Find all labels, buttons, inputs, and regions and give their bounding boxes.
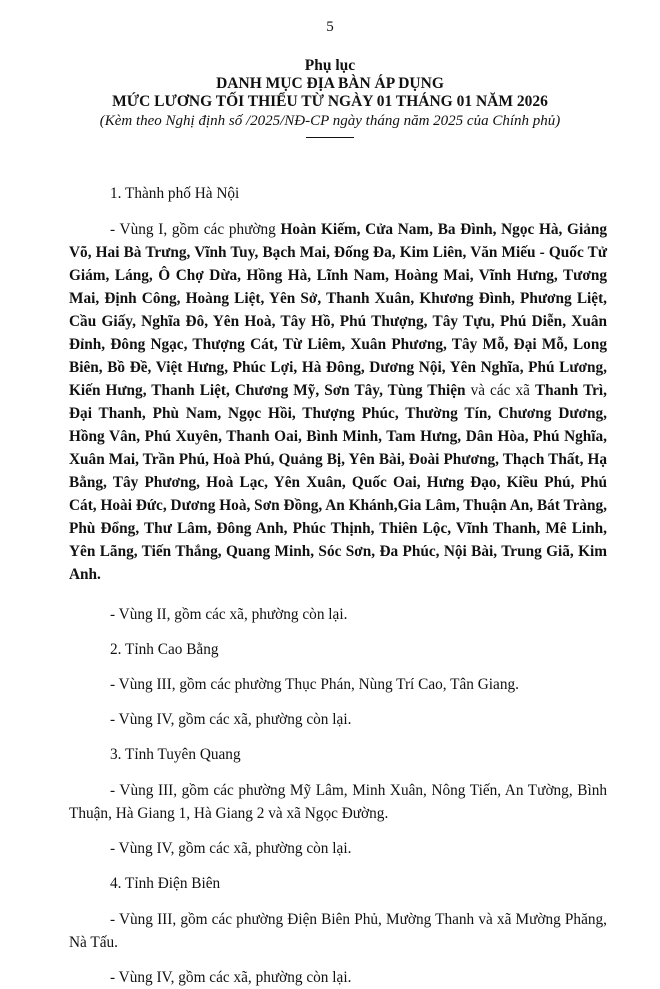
region-3-paragraph-tuyen-quang: - Vùng III, gồm các phường Mỹ Lâm, Minh Xuân, Nông Tiến, An Tường, Bình Thuận, Hà Giang 1, Hà Giang 2 và xã Ngọc Đường. (69, 782, 607, 822)
region-1-connector: và các xã (465, 382, 535, 399)
header-divider (306, 137, 354, 138)
region-1-ward-list: Hoàn Kiếm, Cửa Nam, Ba Đình, Ngọc Hà, Giảng Võ, Hai Bà Trưng, Vĩnh Tuy, Bạch Mai, Đống Đa, Kim Liên, Văn Miếu - Quốc Tử Giám, Láng, Ô Chợ Dừa, Hồng Hà, Lĩnh Nam, Hoàng Mai, Vĩnh Hưng, Tương Mai, Định Công, Hoàng Liệt, Yên Sở, Thanh Xuân, Khương Đình, Phương Liệt, Cầu Giấy, Nghĩa Đô, Yên Hoà, Tây Hồ, Phú Thượng, Tây Tựu, Phú Diễn, Xuân Đỉnh, Đông Ngạc, Thượng Cát, Từ Liêm, Xuân Phương, Tây Mỗ, Đại Mỗ, Long Biên, Bồ Đề, Việt Hưng, Phúc Lợi, Hà Đông, Dương Nội, Yên Nghĩa, Phú Lương, Kiến Hưng, Thanh Liệt, Chương Mỹ, Sơn Tây, Tùng Thiện (69, 221, 607, 399)
section-heading-dien-bien: 4. Tỉnh Điện Biên (110, 875, 221, 892)
region-4-paragraph-cao-bang: - Vùng IV, gồm các xã, phường còn lại. (110, 711, 352, 728)
region-4-paragraph-tuyen-quang: - Vùng IV, gồm các xã, phường còn lại. (110, 840, 352, 857)
region-2-paragraph: - Vùng II, gồm các xã, phường còn lại. (110, 606, 348, 623)
document-body (69, 183, 607, 989)
region-1-commune-list: Thanh Trì, Đại Thanh, Phù Nam, Ngọc Hồi, Thượng Phúc, Thường Tín, Chương Dương, Hồng Vân, Phú Xuyên, Thanh Oai, Bình Minh, Tam Hưng, Dân Hòa, Phú Nghĩa, Xuân Mai, Trần Phú, Hoà Phú, Quảng Bị, Yên Bài, Đoài Phương, Thạch Thất, Hạ Bằng, Tây Phương, Hoà Lạc, Yên Xuân, Quốc Oai, Hưng Đạo, Kiều Phú, Phú Cát, Hoài Đức, Dương Hoà, Sơn Đồng, An Khánh,Gia Lâm, Thuận An, Bát Tràng, Phù Đổng, Thư Lâm, Đông Anh, Phúc Thịnh, Thiên Lộc, Vĩnh Thanh, Mê Linh, Yên Lãng, Tiến Thắng, Quang Minh, Sóc Sơn, Đa Phúc, Nội Bài, Trung Giã, Kim Anh. (69, 382, 607, 583)
region-1-paragraph (69, 218, 607, 586)
appendix-subtitle: MỨC LƯƠNG TỐI THIỂU TỪ NGÀY 01 THÁNG 01 NĂM 2026 (112, 93, 548, 110)
decree-reference-note: (Kèm theo Nghị định số /2025/NĐ-CP ngày tháng năm 2025 của Chính phủ) (99, 113, 561, 129)
region-1-intro: - Vùng I, gồm các phường (110, 221, 281, 238)
appendix-header (0, 57, 660, 138)
appendix-title: DANH MỤC ĐỊA BÀN ÁP DỤNG (216, 75, 444, 92)
region-4-paragraph-dien-bien: - Vùng IV, gồm các xã, phường còn lại. (110, 969, 352, 986)
section-heading-hanoi: 1. Thành phố Hà Nội (110, 185, 240, 202)
appendix-label: Phụ lục (304, 57, 356, 74)
section-heading-cao-bang: 2. Tỉnh Cao Bằng (110, 641, 219, 658)
section-heading-tuyen-quang: 3. Tỉnh Tuyên Quang (110, 746, 241, 763)
page-number: 5 (326, 19, 334, 35)
region-3-paragraph-cao-bang: - Vùng III, gồm các phường Thục Phán, Nùng Trí Cao, Tân Giang. (110, 676, 519, 693)
region-3-paragraph-dien-bien: - Vùng III, gồm các phường Điện Biên Phủ, Mường Thanh và xã Mường Phăng, Nà Tấu. (69, 911, 607, 951)
